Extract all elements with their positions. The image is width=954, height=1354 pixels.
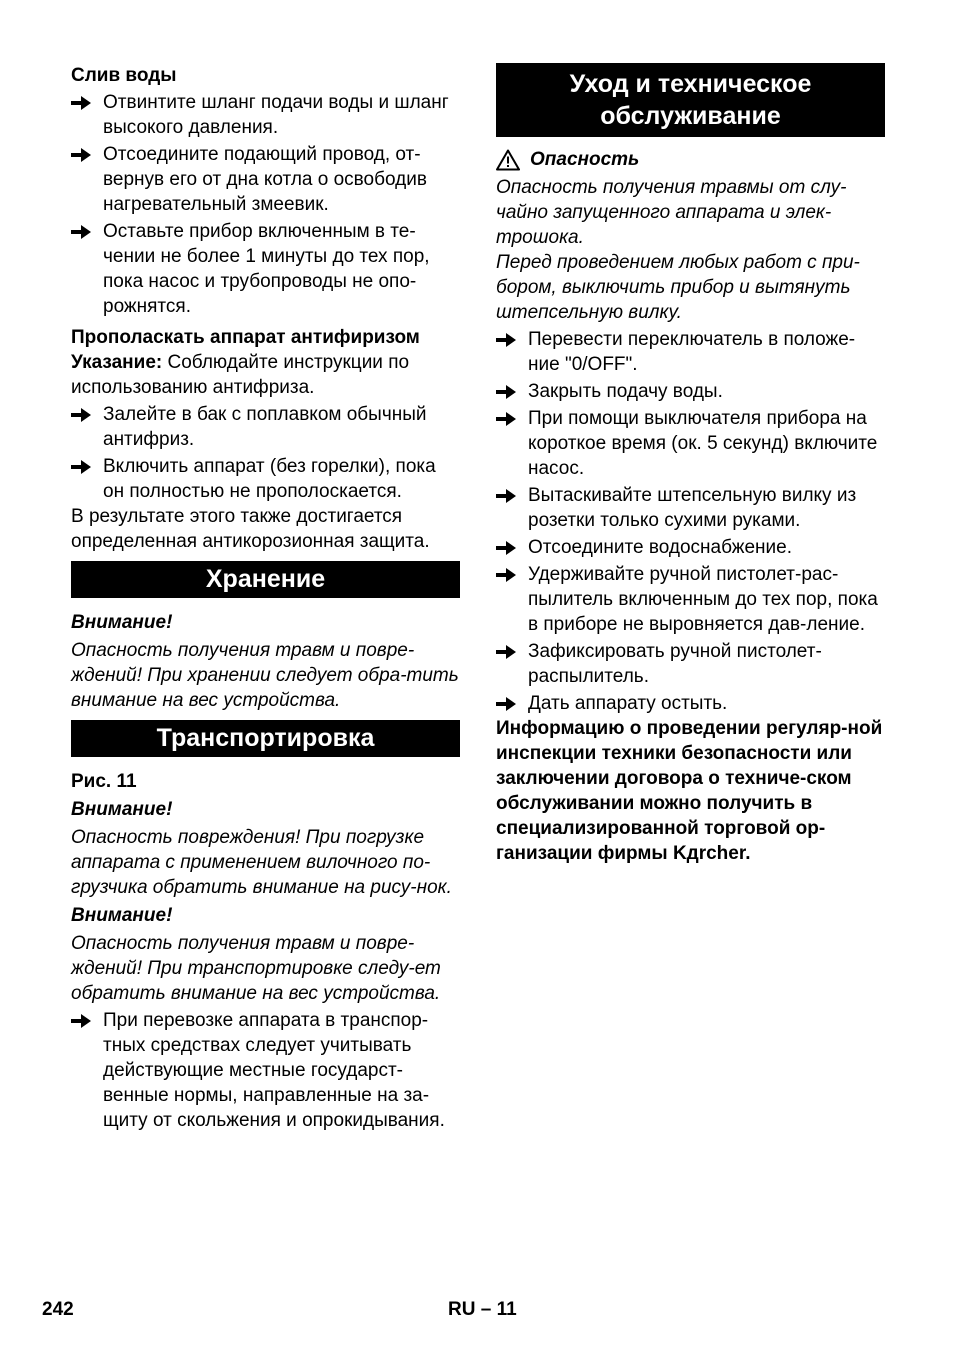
arrow-right-icon — [496, 562, 518, 587]
transport-heading: Транспортировка — [71, 720, 460, 757]
danger-text-2: Перед проведением любых работ с при-бором, выключить прибор и вытянуть штепсельную вилку. — [496, 252, 860, 323]
danger-text-1: Опасность получения травмы от слу-чайно запущенного аппарата и элек-трошока. — [496, 177, 847, 248]
list-item: Перевести переключатель в положе-ние "0/OFF". — [496, 327, 885, 377]
arrow-right-icon — [71, 219, 93, 244]
list-item: Дать аппарату остыть. — [496, 691, 885, 716]
care-heading: Уход и техническое обслуживание — [496, 63, 885, 137]
list-item: Удерживайте ручной пистолет-рас-пылитель включенным до тех пор, пока в приборе не выровняется дав-ление. — [496, 562, 885, 637]
list-item: Отвинтите шланг подачи воды и шланг высокого давления. — [71, 90, 460, 140]
list-item: Отсоедините подающий провод, от-вернув его от дна котла о освободив нагревательный змеевик. — [71, 142, 460, 217]
arrow-right-icon — [496, 483, 518, 508]
arrow-right-icon — [71, 454, 93, 479]
arrow-right-icon — [71, 90, 93, 115]
list-item: При помощи выключателя прибора на короткое время (ок. 5 секунд) включите насос. — [496, 406, 885, 481]
note-text: Соблюдайте инструкции по использованию антифриза. — [71, 352, 410, 398]
transport-text-1: Опасность повреждения! При погрузке аппарата с применением вилочного по-грузчика обратить внимание на рису-нок. — [71, 827, 452, 898]
drain-title: Слив воды — [71, 65, 177, 86]
transport-text-2: Опасность получения травм и повре-ждений! При транспортировке следу-ет обратить внимание на вес устройства. — [71, 933, 441, 1004]
list-item: Отсоедините водоснабжение. — [496, 535, 885, 560]
list-item: Закрыть подачу воды. — [496, 379, 885, 404]
arrow-right-icon — [496, 639, 518, 664]
rinse-list — [71, 402, 460, 504]
list-item: При перевозке аппарата в транспор-тных средствах следует учитывать действующие местные государст-венные нормы, направленные на за-щиту от скольжения и опрокидывания. — [71, 1008, 460, 1133]
page-number: 242 — [42, 1299, 74, 1320]
arrow-right-icon — [496, 327, 518, 352]
arrow-right-icon — [496, 406, 518, 431]
storage-text: Опасность получения травм и повре-ждений! При хранении следует обра-тить внимание на вес устройства. — [71, 640, 459, 711]
storage-attention: Внимание! — [71, 612, 173, 633]
warning-triangle-icon — [496, 149, 520, 171]
arrow-right-icon — [71, 402, 93, 427]
rinse-result: В результате этого также достигается определенная антикорозионная защита. — [71, 506, 430, 552]
arrow-right-icon — [496, 691, 518, 716]
drain-list — [71, 90, 460, 319]
rinse-title: Прополаскать аппарат антифиризом — [71, 327, 420, 348]
inspection-text: Информацию о проведении регуляр-ной инспекции техники безопасности или заключении договора о техниче-ском обслуживании можно получить в специализированной торговой ор-ганизации фирмы Kдrcher. — [496, 718, 883, 864]
care-list — [496, 327, 885, 716]
transport-attention-1: Внимание! — [71, 799, 173, 820]
list-item: Оставьте прибор включенным в те-чении не более 1 минуты до тех пор, пока насос и трубопроводы не опо-рожнятся. — [71, 219, 460, 319]
danger-header — [496, 147, 885, 172]
list-item: Вытаскивайте штепсельную вилку из розетки только сухими руками. — [496, 483, 885, 533]
note-paragraph — [71, 350, 460, 400]
arrow-right-icon — [496, 379, 518, 404]
left-column — [71, 63, 460, 1133]
transport-list — [71, 1008, 460, 1133]
list-item: Включить аппарат (без горелки), пока он полностью не прополоскается. — [71, 454, 460, 504]
storage-heading: Хранение — [71, 561, 460, 598]
transport-attention-2: Внимание! — [71, 905, 173, 926]
right-column — [496, 63, 885, 866]
note-label: Указание: — [71, 352, 163, 373]
arrow-right-icon — [496, 535, 518, 560]
list-item: Залейте в бак с поплавком обычный антифриз. — [71, 402, 460, 452]
arrow-right-icon — [71, 1008, 93, 1033]
figure-label: Рис. 11 — [71, 771, 137, 792]
list-item: Зафиксировать ручной пистолет-распылитель. — [496, 639, 885, 689]
danger-label: Опасность — [530, 149, 640, 170]
page-label: RU – 11 — [448, 1299, 517, 1320]
arrow-right-icon — [71, 142, 93, 167]
